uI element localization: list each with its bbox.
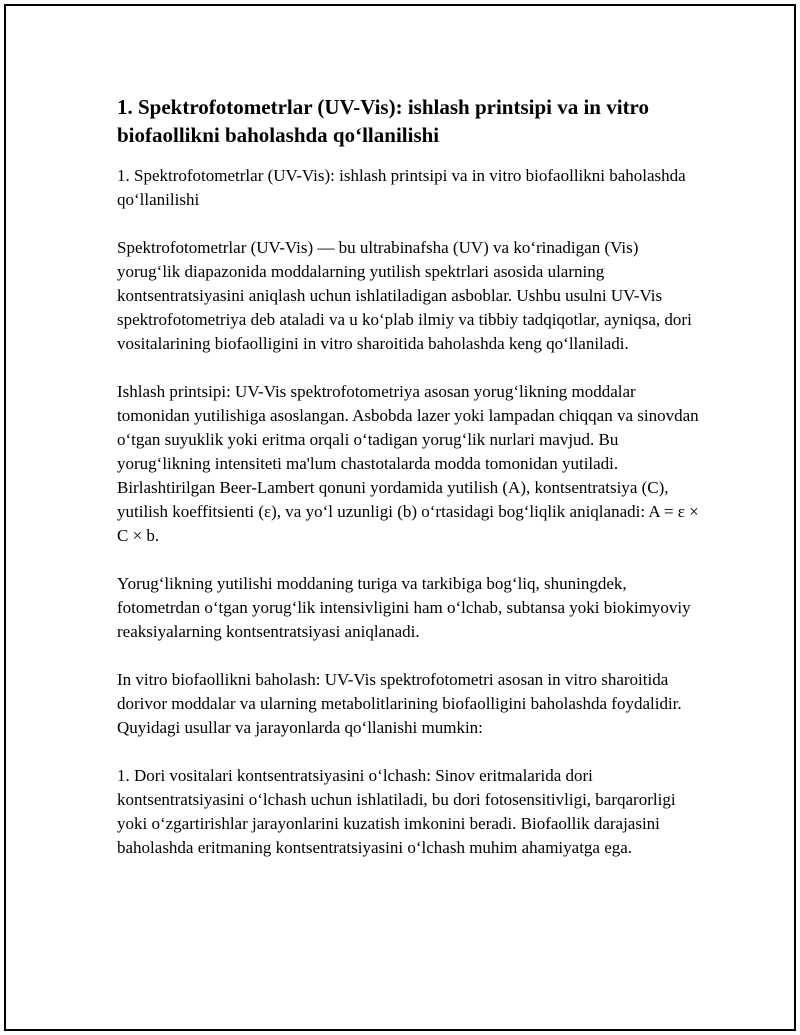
paragraph-absorption: Yorug‘likning yutilishi moddaning turiga va tarkibiga bog‘liq, shuningdek, fotometrdan o‘tgan yorug‘lik intensivligini ham o‘lchab, subtansa yoki biokimyoviy reaksiyalarning kontsentratsiyasi aniqlanadi. xyxy=(117,574,691,641)
paragraph-item-1: 1. Dori vositalari kontsentratsiyasini o‘lchash: Sinov eritmalarida dori kontsentratsiyasini o‘lchash uchun ishlatiladi, bu dori fotosensitivligi, barqarorligi yoki o‘zgartirishlar jarayonlarini kuzatish imkonini beradi. Biofaollik darajasini baholashda eritmaning kontsentratsiyasini o‘lchash muhim ahamiyatga ega. xyxy=(117,766,676,857)
document-body xyxy=(117,93,702,884)
paragraph-in-vitro: In vitro biofaollikni baholash: UV-Vis spektrofotometri asosan in vitro sharoitida dorivor moddalar va ularning metabolitlarining biofaolligini baholashda foydalidir. Quyidagi usullar va jarayonlarda qo‘llanishi mumkin: xyxy=(117,670,682,737)
paragraph-subtitle: 1. Spektrofotometrlar (UV-Vis): ishlash printsipi va in vitro biofaollikni baholashda qo‘llanilishi xyxy=(117,166,686,209)
document-title: 1. Spektrofotometrlar (UV-Vis): ishlash printsipi va in vitro biofaollikni baholashda qo‘llanilishi xyxy=(117,95,650,147)
paragraph-working-principle: Ishlash printsipi: UV-Vis spektrofotometriya asosan yorug‘likning moddalar tomonidan yutilishiga asoslangan. Asbobda lazer yoki lampadan chiqqan va sinovdan o‘tgan suyuklik yoki eritma orqali o‘tadigan yorug‘lik nurlari mavjud. Bu yorug‘likning intensiteti ma'lum chastotalarda modda tomonidan yutiladi. Birlashtirilgan Beer-Lambert qonuni yordamida yutilish (A), kontsentratsiya (C), yutilish koeffitsienti (ε), va yo‘l uzunligi (b) o‘rtasidagi bog‘liqlik aniqlanadi: A = ε × C × b. xyxy=(117,382,699,545)
paragraph-intro: Spektrofotometrlar (UV-Vis) — bu ultrabinafsha (UV) va ko‘rinadigan (Vis) yorug‘lik diapazonida moddalarning yutilish spektrlari asosida ularning kontsentratsiyasini aniqlash uchun ishlatiladigan asboblar. Ushbu usulni UV-Vis spektrofotometriya deb ataladi va u ko‘plab ilmiy va tibbiy tadqiqotlar, ayniqsa, dori vositalarining biofaolligini in vitro sharoitida baholashda keng qo‘llaniladi. xyxy=(117,238,692,353)
